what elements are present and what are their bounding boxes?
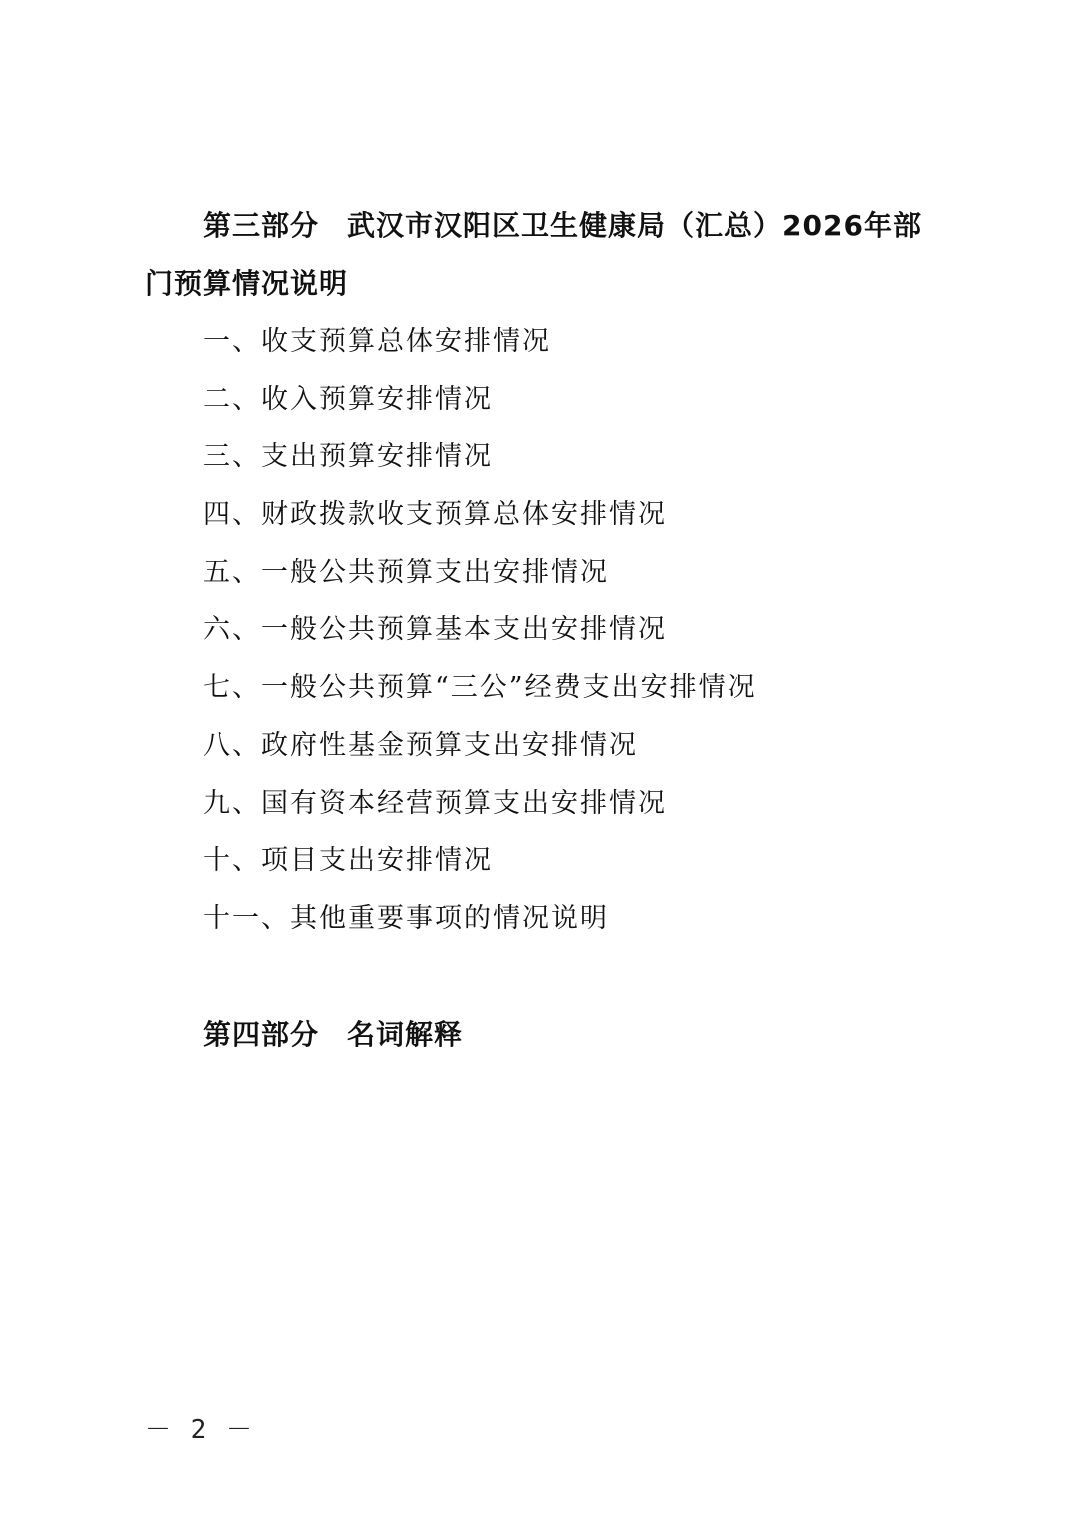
section-item-6: 六、一般公共预算基本支出安排情况 [203, 614, 667, 646]
part4-title: 名词解释 [347, 1018, 464, 1051]
section-item-11: 十一、其他重要事项的情况说明 [203, 902, 609, 934]
section-item-9: 九、国有资本经营预算支出安排情况 [203, 787, 667, 819]
part4-label: 第四部分 [203, 1018, 320, 1051]
section-item-8: 八、政府性基金预算支出安排情况 [203, 729, 638, 761]
section-item-4: 四、财政拨款收支预算总体安排情况 [203, 499, 667, 531]
section-item-10: 十、项目支出安排情况 [203, 845, 493, 877]
page-number: － 2 － [145, 1415, 254, 1445]
section-item-5: 五、一般公共预算支出安排情况 [203, 556, 609, 588]
part4-heading [145, 1006, 945, 1064]
section-list [203, 313, 757, 948]
section-item-7: 七、一般公共预算“三公”经费支出安排情况 [203, 672, 757, 704]
part3-label: 第三部分 [203, 209, 320, 242]
part3-heading [145, 197, 945, 313]
section-item-1: 一、收支预算总体安排情况 [203, 326, 551, 357]
section-item-3: 三、支出预算安排情况 [203, 441, 493, 473]
section-item-2: 二、收入预算安排情况 [203, 383, 493, 415]
part3-title: 武汉市汉阳区卫生健康局（汇总）2026年部门预算情况说明 [145, 209, 922, 300]
